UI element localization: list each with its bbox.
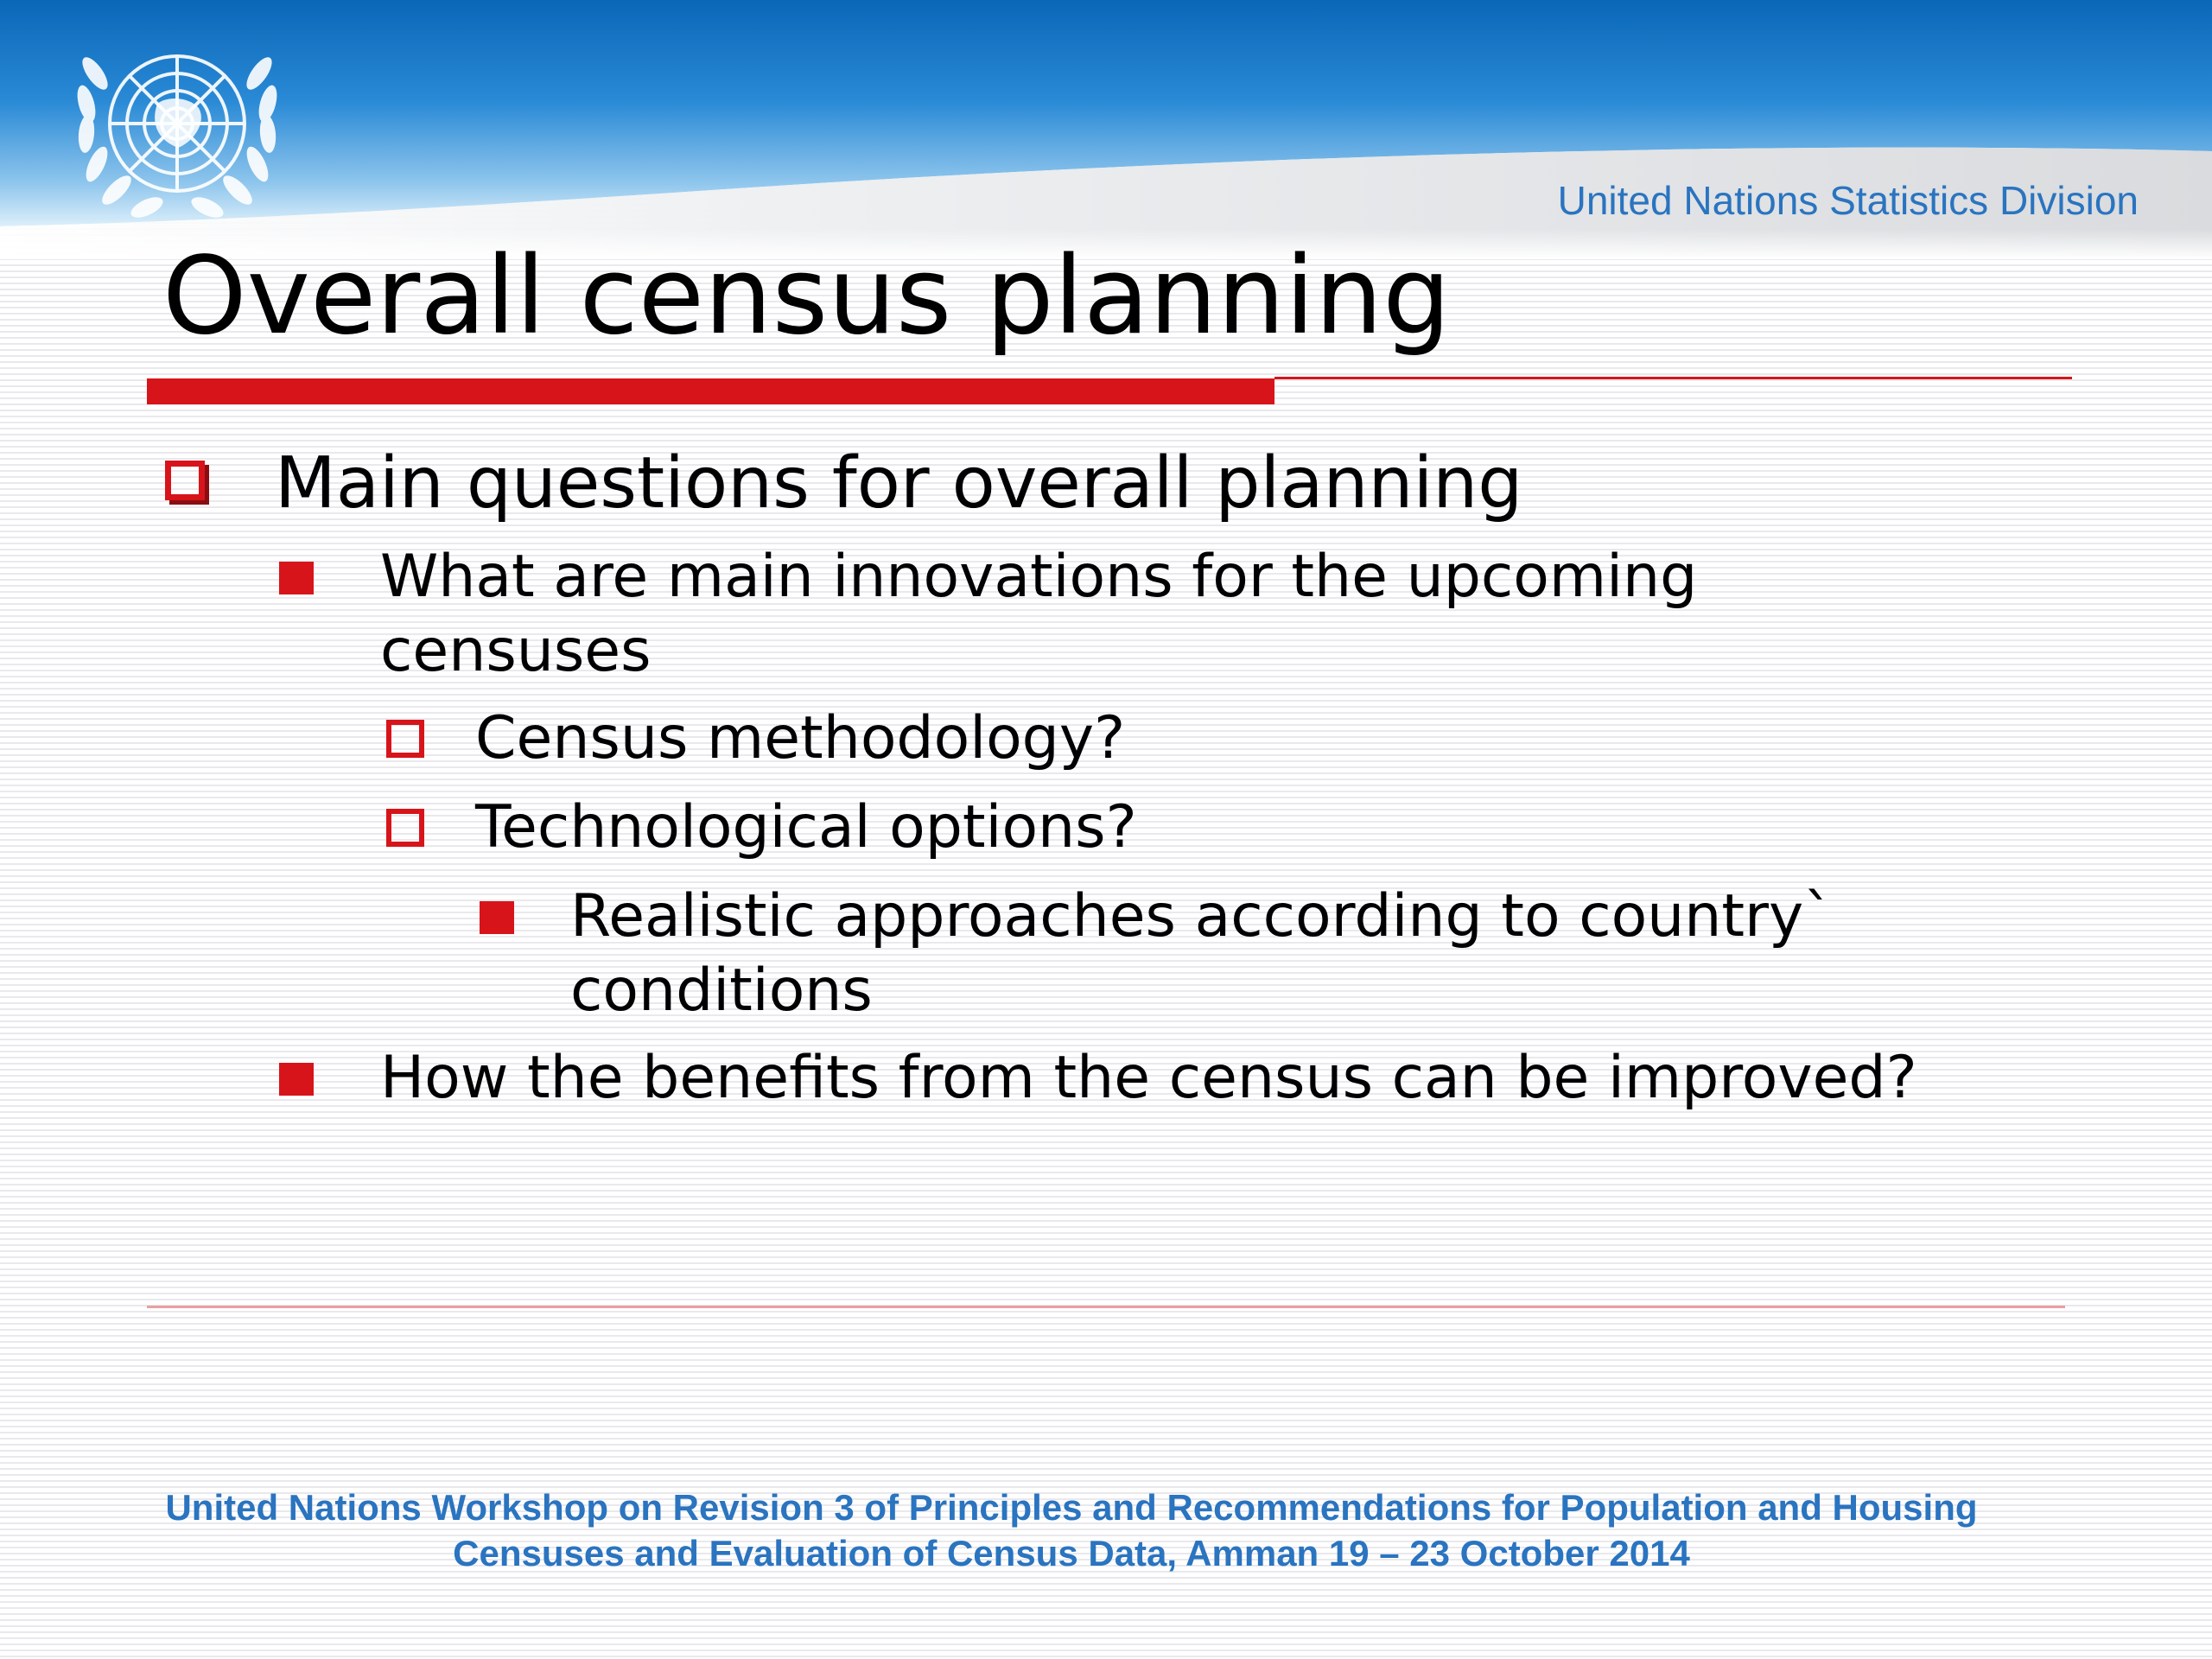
bullet-text: Census methodology? (475, 704, 1126, 772)
division-name: United Nations Statistics Division (1557, 178, 2139, 223)
solid-square-bullet-icon (480, 901, 514, 934)
bullet-technology (475, 791, 1944, 865)
footer-divider (147, 1306, 2065, 1308)
bullet-text: Technological options? (475, 793, 1137, 861)
hollow-square-bullet-icon (386, 809, 424, 847)
bullet-methodology (475, 702, 1944, 776)
title-underline-thin (1274, 377, 2072, 379)
footer-line-2: Censuses and Evaluation of Census Data, Amman 19 – 23 October 2014 (453, 1533, 1690, 1573)
solid-square-bullet-icon (279, 562, 314, 594)
title-underline-thick (147, 378, 1274, 404)
bullet-main-questions (275, 436, 2089, 531)
solid-square-bullet-icon (279, 1063, 314, 1096)
bullet-text: Main questions for overall planning (275, 442, 1523, 524)
bullet-text: What are main innovations for the upcoming censuses (380, 543, 1698, 685)
hollow-square-bullet-icon (165, 461, 205, 500)
un-emblem-icon (60, 22, 294, 238)
bullet-innovations (380, 540, 1866, 689)
footer-line-1: United Nations Workshop on Revision 3 of Principles and Recommendations for Population and Housing (165, 1487, 1978, 1528)
footer-caption (0, 1484, 2143, 1576)
bullet-realistic-approaches (570, 880, 1987, 1028)
bullet-benefits (380, 1041, 2022, 1116)
hollow-square-bullet-icon (386, 720, 424, 758)
bullet-text: Realistic approaches according to country` conditions (570, 882, 1834, 1025)
slide-title: Overall census planning (162, 234, 1451, 359)
bullet-text: How the benefits from the census can be improved? (380, 1044, 1917, 1112)
